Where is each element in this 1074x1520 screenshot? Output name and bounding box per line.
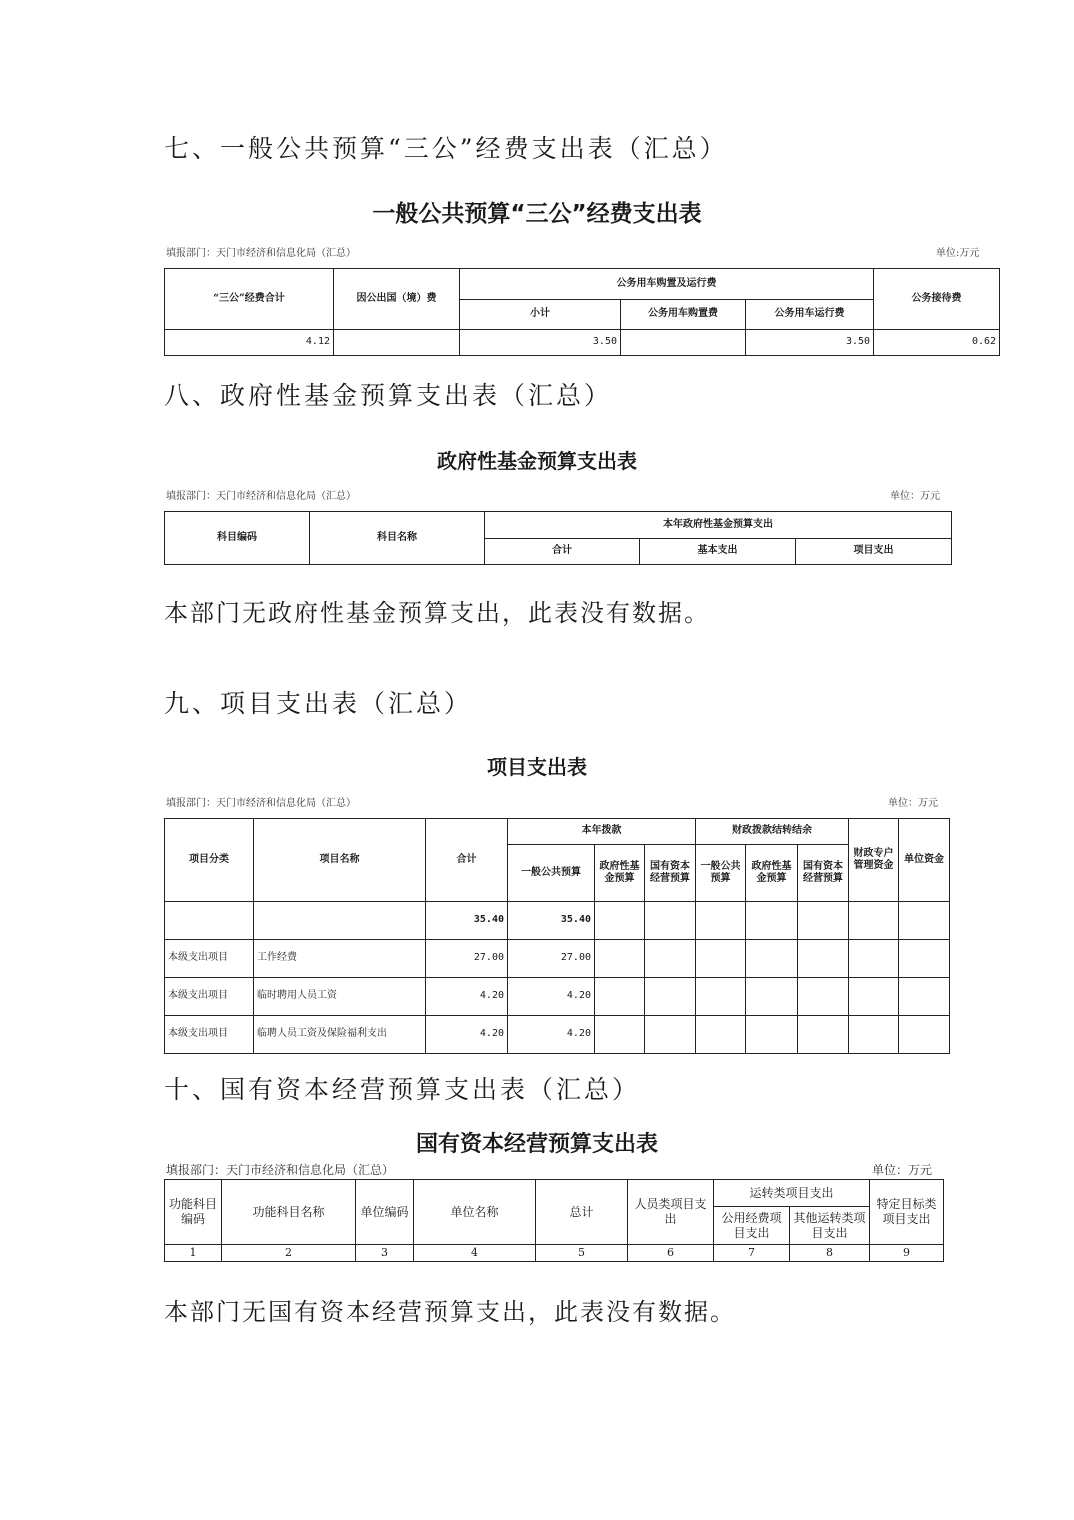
col-number: 4 xyxy=(414,1245,536,1262)
table-title-three-public: 一般公共预算“三公”经费支出表 xyxy=(372,201,702,227)
header-general-budget: 一般公共预算 xyxy=(696,845,746,902)
header-function-name: 功能科目名称 xyxy=(222,1180,356,1245)
three-public-table xyxy=(164,268,1000,356)
header-current-year: 本年拨款 xyxy=(508,819,696,845)
section-10-heading: 十、国有资本经营预算支出表（汇总） xyxy=(164,1075,641,1104)
header-public-expense: 公用经费项目支出 xyxy=(714,1207,790,1245)
header-special-account: 财政专户管理资金 xyxy=(849,819,899,902)
cell-car-buy xyxy=(621,330,746,356)
table-row xyxy=(165,330,1000,356)
header-car: 公务用车购置及运行费 xyxy=(460,269,874,300)
cell-total: 27.00 xyxy=(426,940,508,978)
cell-general: 4.20 xyxy=(508,978,595,1016)
col-number: 2 xyxy=(222,1245,356,1262)
col-number: 3 xyxy=(356,1245,414,1262)
reporting-dept: 填报部门：天门市经济和信息化局（汇总） xyxy=(166,248,356,259)
header-name: 项目名称 xyxy=(254,819,426,902)
header-name: 科目名称 xyxy=(310,512,485,565)
cell-name: 临时聘用人员工资 xyxy=(254,978,426,1016)
header-transfer: 运转类项目支出 xyxy=(714,1180,870,1207)
table-row xyxy=(165,1016,950,1054)
cell-name: 临聘人员工资及保险福利支出 xyxy=(254,1016,426,1054)
cell-total: 35.40 xyxy=(426,902,508,940)
header-general-budget: 一般公共预算 xyxy=(508,845,595,902)
reporting-dept: 填报部门：天门市经济和信息化局（汇总） xyxy=(166,1163,395,1177)
header-soe-budget: 国有资本经营预算 xyxy=(798,845,849,902)
unit-label: 单位：万元 xyxy=(888,798,938,809)
no-data-note: 本部门无国有资本经营预算支出，此表没有数据。 xyxy=(164,1298,736,1326)
header-soe-budget: 国有资本经营预算 xyxy=(645,845,696,902)
table-row xyxy=(165,978,950,1016)
col-number: 1 xyxy=(165,1245,222,1262)
cell-category: 本级支出项目 xyxy=(165,1016,254,1054)
header-code: 科目编码 xyxy=(165,512,310,565)
header-grand-total: 总计 xyxy=(536,1180,628,1245)
header-carryover: 财政拨款结转结余 xyxy=(696,819,849,845)
cell-total: 4.20 xyxy=(426,1016,508,1054)
column-number-row xyxy=(165,1245,944,1262)
header-car-buy: 公务用车购置费 xyxy=(621,300,746,330)
soe-table xyxy=(164,1179,944,1262)
section-7-heading: 七、一般公共预算“三公”经费支出表（汇总） xyxy=(164,134,728,163)
table-row xyxy=(165,940,950,978)
section-8-heading: 八、政府性基金预算支出表（汇总） xyxy=(164,381,613,410)
header-category: 项目分类 xyxy=(165,819,254,902)
unit-label: 单位：万元 xyxy=(872,1163,933,1177)
cell-name: 工作经费 xyxy=(254,940,426,978)
table-row xyxy=(165,902,950,940)
gov-fund-table xyxy=(164,511,952,565)
col-number: 5 xyxy=(536,1245,628,1262)
header-abroad: 因公出国（境）费 xyxy=(334,269,460,330)
header-gov-fund-budget: 政府性基金预算 xyxy=(595,845,645,902)
header-project: 项目支出 xyxy=(796,539,952,565)
cell-general: 35.40 xyxy=(508,902,595,940)
header-gov-fund-budget: 政府性基金预算 xyxy=(746,845,798,902)
col-number: 9 xyxy=(870,1245,944,1262)
header-three-public-total: “三公”经费合计 xyxy=(165,269,334,330)
table-title-project: 项目支出表 xyxy=(487,755,587,779)
header-unit-code: 单位编码 xyxy=(356,1180,414,1245)
unit-label: 单位:万元 xyxy=(936,248,980,259)
col-number: 8 xyxy=(790,1245,870,1262)
cell-category: 本级支出项目 xyxy=(165,940,254,978)
header-other-transfer: 其他运转类项目支出 xyxy=(790,1207,870,1245)
col-number: 7 xyxy=(714,1245,790,1262)
cell-reception: 0.62 xyxy=(874,330,1000,356)
header-total: 合计 xyxy=(426,819,508,902)
cell-category: 本级支出项目 xyxy=(165,978,254,1016)
col-number: 6 xyxy=(628,1245,714,1262)
header-function-code: 功能科目编码 xyxy=(165,1180,222,1245)
cell-total: 4.20 xyxy=(426,978,508,1016)
header-unit-funds: 单位资金 xyxy=(899,819,950,902)
header-specific-target: 特定目标类项目支出 xyxy=(870,1180,944,1245)
cell-subtotal: 3.50 xyxy=(460,330,621,356)
cell-abroad xyxy=(334,330,460,356)
cell-total: 4.12 xyxy=(165,330,334,356)
cell-general: 27.00 xyxy=(508,940,595,978)
header-car-run: 公务用车运行费 xyxy=(746,300,874,330)
unit-label: 单位：万元 xyxy=(890,491,940,502)
header-subtotal: 小计 xyxy=(460,300,621,330)
table-title-gov-fund: 政府性基金预算支出表 xyxy=(437,449,637,473)
header-personnel: 人员类项目支出 xyxy=(628,1180,714,1245)
section-9-heading: 九、项目支出表（汇总） xyxy=(164,689,473,718)
table-title-soe: 国有资本经营预算支出表 xyxy=(415,1132,658,1157)
reporting-dept: 填报部门：天门市经济和信息化局（汇总） xyxy=(166,491,356,502)
cell-car-run: 3.50 xyxy=(746,330,874,356)
project-table xyxy=(164,818,950,1054)
reporting-dept: 填报部门：天门市经济和信息化局（汇总） xyxy=(166,798,356,809)
header-unit-name: 单位名称 xyxy=(414,1180,536,1245)
header-gov-fund-expense: 本年政府性基金预算支出 xyxy=(485,512,952,539)
no-data-note: 本部门无政府性基金预算支出，此表没有数据。 xyxy=(164,599,710,627)
header-reception: 公务接待费 xyxy=(874,269,1000,330)
header-total: 合计 xyxy=(485,539,640,565)
header-basic: 基本支出 xyxy=(640,539,796,565)
cell-general: 4.20 xyxy=(508,1016,595,1054)
